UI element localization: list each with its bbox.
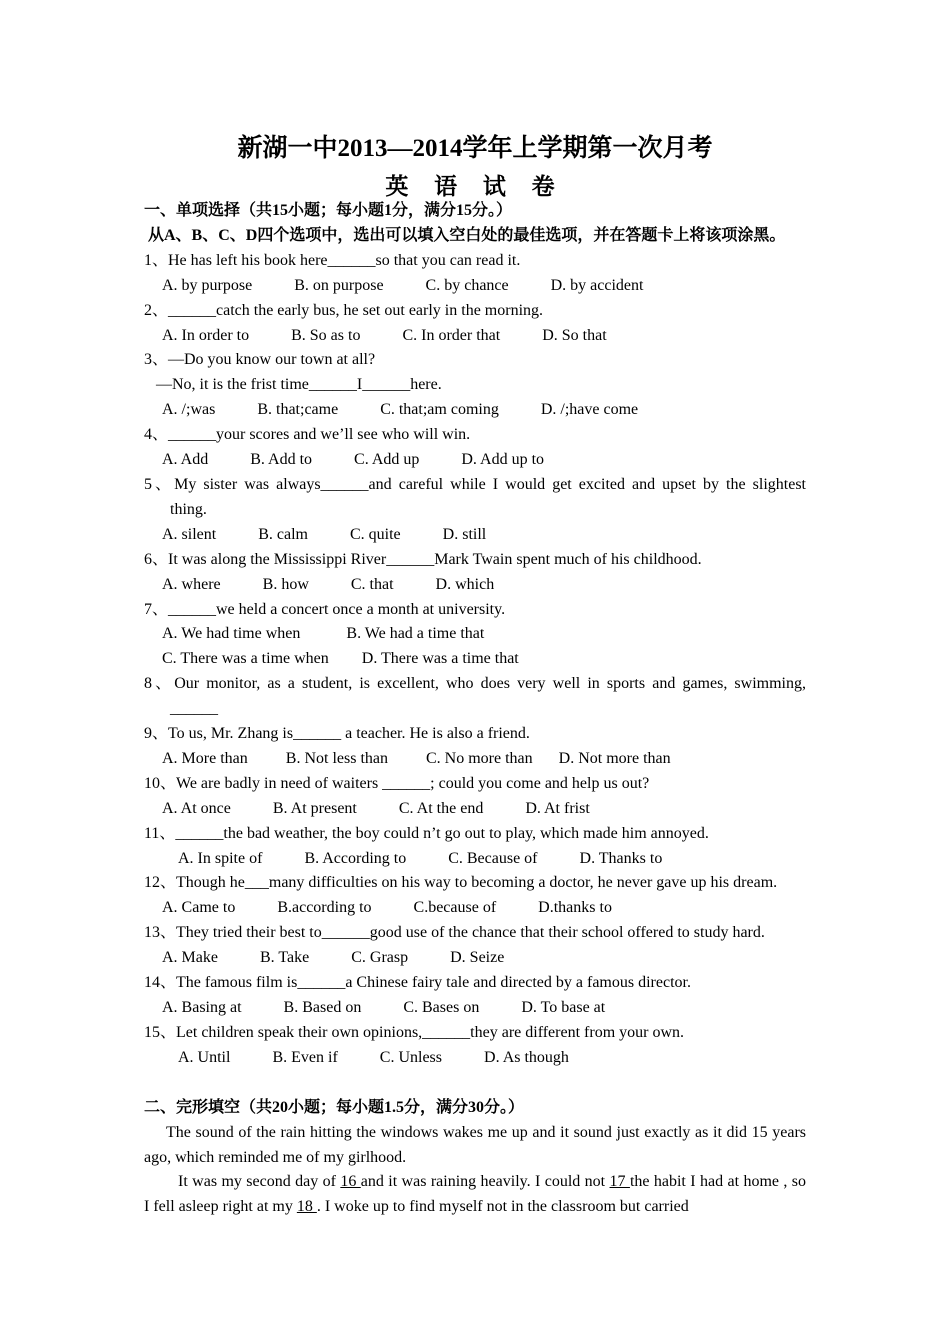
option: C. Because of (448, 849, 538, 867)
exam-subtitle: 英 语 试 卷 (385, 174, 565, 199)
option: D. At frist (525, 799, 590, 817)
option: D. There was a time that (361, 650, 519, 668)
option: B. Based on (283, 999, 362, 1016)
option: C. Unless (379, 1048, 443, 1066)
option: D. which (435, 575, 495, 593)
section2-heading: 二、完形填空（共20小题；每小题1.5分，满分30分。） (144, 1098, 525, 1116)
option: C.because of (413, 899, 497, 917)
question-5-continued: thing. (170, 500, 207, 518)
question-12-options (144, 896, 806, 921)
cloze-blank-16: 16 (340, 1173, 361, 1191)
option: A. Until (178, 1048, 231, 1066)
question-4-options (144, 448, 806, 473)
question-7: 7、______we held a concert once a month at university. (144, 600, 506, 618)
section1-heading: 一、单项选择（共15小题；每小题1分，满分15分。） (144, 202, 513, 219)
question-13: 13、They tried their best to______good use of the chance that their school offered to study hard. (144, 924, 765, 942)
option: D.thanks to (538, 899, 612, 917)
option: A. In spite of (178, 849, 263, 867)
option: C. by chance (425, 276, 509, 294)
option: C. that;am coming (380, 401, 499, 419)
question-3-reply: —No, it is the frist time______I______here. (156, 376, 442, 394)
option: D. Thanks to (579, 849, 663, 867)
question-3-options (144, 398, 806, 423)
question-9-options (144, 747, 806, 772)
question-1: 1、He has left his book here______so that you can read it. (144, 251, 521, 269)
question-11: 11、______the bad weather, the boy could n’t go out to play, which made him annoyed. (144, 824, 709, 842)
option: A. Add (162, 451, 209, 469)
cloze-paragraph-1: The sound of the rain hitting the windows wakes me up and it sound just exactly as it did 15 years ago, which reminded me of my girlhood. (144, 1123, 806, 1166)
question-10-options (144, 797, 806, 822)
cloze-blank-18: 18 (296, 1198, 317, 1216)
option: A. We had time when (162, 625, 301, 643)
question-5-options (144, 523, 806, 548)
cloze-text: the habit I had at home , so I fell asleep right at my (144, 1173, 807, 1216)
question-7-options-row2 (144, 647, 806, 672)
question-10: 10、We are badly in need of waiters ______; could you come and help us out? (144, 774, 650, 792)
option: A. where (162, 575, 221, 593)
option: C. No more than (425, 749, 533, 767)
option: B. At present (272, 799, 357, 817)
question-2: 2、______catch the early bus, he set out early in the morning. (144, 301, 544, 319)
question-14-options (144, 996, 806, 1021)
question-12: 12、Though he___many difficulties on his way to becoming a doctor, he never gave up his dream. (144, 874, 778, 892)
option: D. To base at (521, 999, 606, 1016)
option: D. As though (484, 1048, 569, 1066)
option: B. We had a time that (346, 625, 485, 643)
option: B. Not less than (285, 749, 388, 767)
option: C. There was a time when (162, 650, 329, 668)
option: C. At the end (398, 799, 484, 817)
question-5: 5、My sister was always______and careful while I would get excited and upset by the slightest (144, 475, 806, 493)
question-6-options (144, 573, 806, 598)
option: A. At once (162, 799, 231, 817)
option: C. quite (349, 525, 401, 543)
option: A. More than (162, 749, 248, 767)
option: B.according to (277, 899, 372, 917)
option: A. Came to (162, 899, 236, 917)
option: D. by accident (550, 276, 644, 294)
section-gap (144, 1071, 806, 1096)
question-13-options (144, 946, 806, 971)
option: A. /;was (162, 401, 216, 419)
option: D. Seize (450, 949, 505, 967)
option: B. calm (258, 525, 308, 543)
cloze-paragraph-2 (144, 1170, 806, 1220)
question-1-options (144, 274, 806, 299)
option: D. still (442, 525, 487, 543)
option: A. Basing at (162, 999, 242, 1016)
question-14: 14、The famous film is______a Chinese fairy tale and directed by a famous director. (144, 974, 691, 992)
option: C. that (350, 575, 394, 593)
option: B. According to (304, 849, 407, 867)
option: D. /;have come (540, 401, 639, 419)
exam-content (144, 199, 806, 1220)
option: B. Add to (250, 451, 313, 469)
option: B. Take (259, 949, 310, 967)
option: D. Add up to (461, 451, 545, 469)
option: C. Grasp (351, 949, 409, 967)
option: C. Bases on (403, 999, 480, 1016)
option: B. how (262, 575, 309, 593)
option: B. Even if (272, 1048, 338, 1066)
option: C. Add up (354, 451, 420, 469)
option: D. So that (542, 326, 607, 344)
option: A. In order to (162, 326, 250, 344)
option: C. In order that (402, 326, 501, 344)
question-11-options (144, 847, 806, 872)
question-9: 9、To us, Mr. Zhang is______ a teacher. He is also a friend. (144, 725, 530, 743)
question-4: 4、______your scores and we’ll see who will win. (144, 426, 471, 444)
option: A. by purpose (162, 276, 253, 294)
option: B. So as to (291, 326, 361, 344)
question-6: 6、It was along the Mississippi River______Mark Twain spent much of his childhood. (144, 550, 702, 568)
question-15: 15、Let children speak their own opinions,______they are different from your own. (144, 1023, 685, 1041)
option: D. Not more than (558, 749, 671, 767)
option: A. Make (162, 949, 218, 967)
question-2-options (144, 324, 806, 349)
section1-instruction: 从A、B、C、D四个选项中，选出可以填入空白处的最佳选项，并在答题卡上将该项涂黑。 (148, 226, 786, 244)
exam-title: 新湖一中2013—2014学年上学期第一次月考 (237, 135, 713, 162)
cloze-blank-17: 17 (609, 1173, 630, 1191)
question-8-blank: ______ (170, 700, 218, 718)
cloze-text: . I woke up to find myself not in the classroom but carried (316, 1198, 689, 1216)
option: B. on purpose (294, 276, 384, 294)
question-8: 8、Our monitor, as a student, is excellent, who does very well in sports and games, swimming, (144, 675, 806, 693)
question-7-options (144, 622, 806, 647)
option: B. that;came (257, 401, 339, 419)
option: A. silent (162, 525, 217, 543)
question-15-options (144, 1046, 806, 1071)
question-3: 3、—Do you know our town at all? (144, 351, 376, 369)
cloze-text: It was my second day of (178, 1173, 341, 1191)
cloze-text: and it was raining heavily. I could not (360, 1173, 610, 1191)
